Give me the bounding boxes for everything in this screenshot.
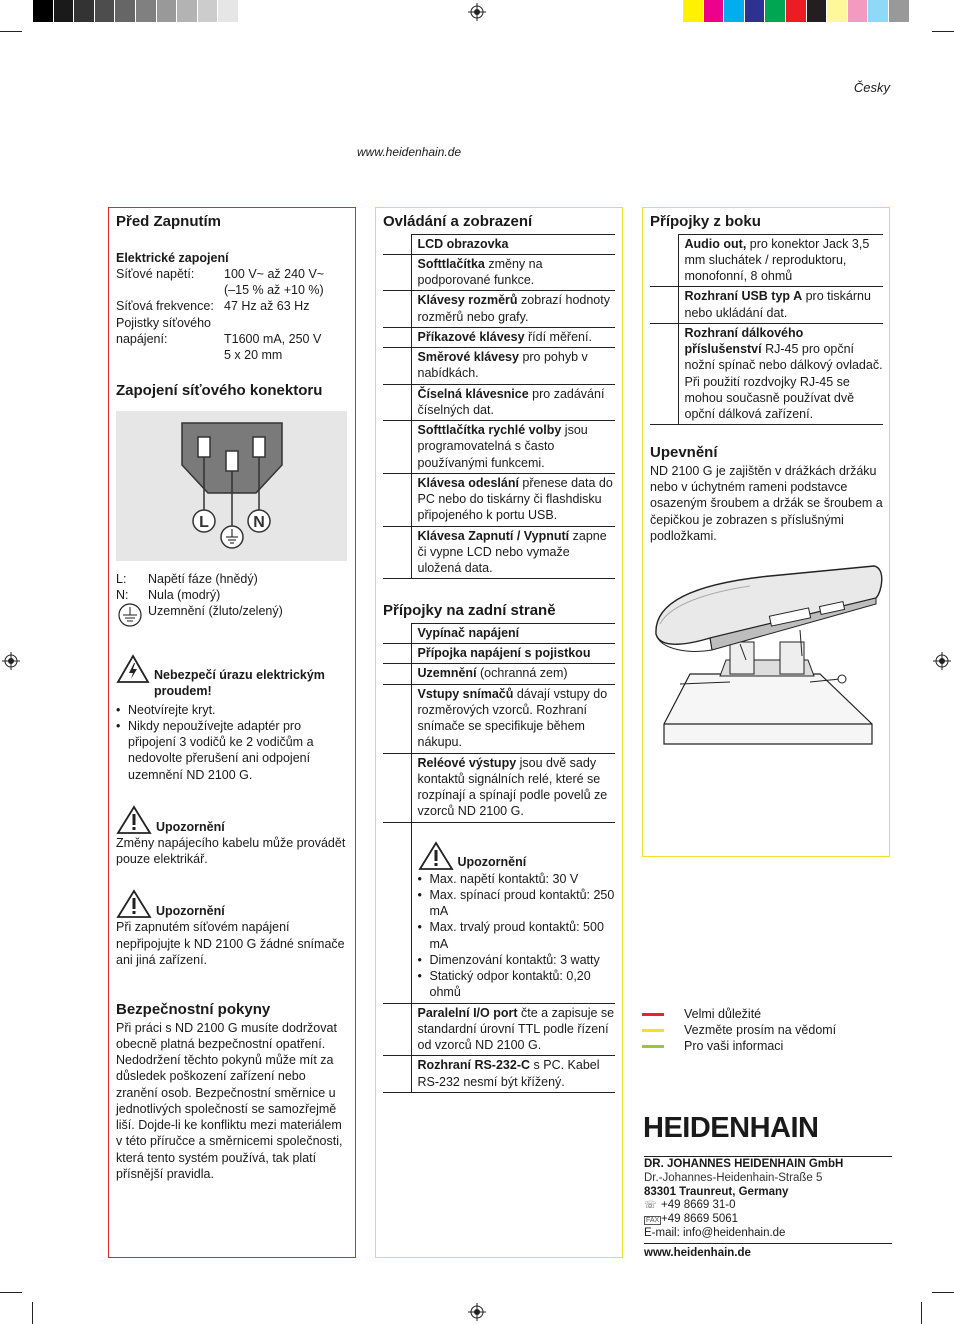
relay-note-row bbox=[383, 822, 615, 1003]
crop-mark bbox=[921, 1302, 922, 1324]
danger-list bbox=[116, 702, 349, 783]
color-swatch bbox=[848, 0, 869, 22]
spec-label: napájení: bbox=[116, 331, 168, 346]
color-swatch bbox=[95, 0, 116, 22]
crop-mark bbox=[0, 31, 22, 32]
note1-title: Upozornění bbox=[156, 819, 225, 834]
registration-mark bbox=[468, 1303, 486, 1321]
ground-icon bbox=[116, 603, 144, 627]
list-item: • Max. napětí kontaktů: 30 V bbox=[418, 871, 616, 887]
side-connections-section bbox=[642, 207, 890, 857]
relay-warning: Upozornění bbox=[418, 841, 616, 871]
spec-value: 47 Hz až 63 Hz bbox=[224, 299, 310, 314]
color-swatch bbox=[218, 0, 239, 22]
note2-text: Při zapnutém síťovém napájení nepřipojujte k ND 2100 G žádné snímače ani jiná zařízení. bbox=[116, 920, 345, 967]
company-web[interactable]: www.heidenhain.de bbox=[644, 1246, 751, 1259]
controls-section bbox=[375, 207, 623, 1258]
color-swatch bbox=[74, 0, 95, 22]
table-row: Rozhraní dálkového příslušenství RJ-45 pro opční nožní spínač nebo dálkový ovladač. Při použití rozdvojky RJ-45 se mohou současně používat dvě opční dálková zařízení. bbox=[650, 323, 883, 425]
electric-hazard-icon bbox=[116, 654, 150, 684]
color-swatch bbox=[136, 0, 157, 22]
company-phone: ☏ +49 8669 31-0 bbox=[644, 1199, 736, 1212]
table-row: Klávesy rozměrů zobrazí hodnoty rozměrů nebo grafy. bbox=[383, 291, 615, 328]
color-swatch bbox=[807, 0, 828, 22]
spec-value: 5 x 20 mm bbox=[224, 348, 283, 362]
electrical-spec bbox=[116, 266, 349, 364]
color-swatch bbox=[827, 0, 848, 22]
color-swatch bbox=[157, 0, 178, 22]
table-row: Vypínač napájení bbox=[383, 623, 615, 643]
table-row: Přípojka napájení s pojistkou bbox=[383, 644, 615, 664]
color-swatch bbox=[724, 0, 745, 22]
registration-mark bbox=[933, 652, 951, 670]
company-contact bbox=[644, 1156, 892, 1261]
note2-title: Upozornění bbox=[156, 904, 225, 918]
crop-mark bbox=[932, 31, 954, 32]
warning-icon bbox=[418, 841, 454, 871]
table-row: Směrové klávesy pro pohyb v nabídkách. bbox=[383, 348, 615, 385]
language-label: Česky bbox=[853, 80, 890, 95]
connector-title: Zapojení síťového konektoru bbox=[116, 382, 323, 400]
color-swatch bbox=[177, 0, 198, 22]
spec-label: Pojistky síťového bbox=[116, 315, 212, 330]
controls-list bbox=[383, 234, 615, 580]
table-row: Softtlačítka změny na podporované funkce. bbox=[383, 254, 615, 291]
company-street: Dr.-Johannes-Heidenhain-Straße 5 bbox=[644, 1171, 823, 1184]
power-plug-diagram bbox=[116, 411, 347, 561]
list-item: • Nikdy nepoužívejte adaptér pro připojení 3 vodičů ke 2 vodičům a nedovolte přerušení ani odpojení uzemnění ND 2100 G. bbox=[116, 718, 349, 783]
registration-mark bbox=[2, 652, 20, 670]
mount-title: Upevnění bbox=[650, 444, 718, 462]
safety-title: Bezpečnostní pokyny bbox=[116, 1001, 271, 1018]
list-item: • Dimenzování kontaktů: 3 watty bbox=[418, 952, 616, 968]
table-row: Příkazové klávesy řídí měření. bbox=[383, 327, 615, 347]
table-row: Klávesa Zapnutí / Vypnutí zapne či vypne LCD nebo vymaže uložená data. bbox=[383, 526, 615, 579]
table-row: Audio out, pro konektor Jack 3,5 mm sluchátek / reproduktoru, monofonní, 8 ohmů bbox=[650, 234, 883, 287]
color-swatch bbox=[868, 0, 889, 22]
note1-text: Změny napájecího kabelu může provádět pouze elektrikář. bbox=[116, 835, 346, 866]
spec-value: T1600 mA, 250 V bbox=[224, 331, 322, 346]
note-warning-1 bbox=[116, 805, 349, 835]
danger-title: Nebezpečí úrazu elektrickým proudem! bbox=[154, 668, 325, 699]
phone-icon: ☏ bbox=[644, 1200, 657, 1212]
spec-value bbox=[224, 315, 349, 331]
company-name: DR. JOHANNES HEIDENHAIN GmbH bbox=[644, 1158, 844, 1170]
plug-label-n: N bbox=[253, 513, 265, 531]
table-row: Vstupy snímačů dávají vstupy do rozměrových vzorců. Rozhraní snímače se specifikuje během nákupu. bbox=[383, 684, 615, 753]
company-city: 83301 Traunreut, Germany bbox=[644, 1185, 789, 1198]
crop-mark bbox=[932, 1292, 954, 1293]
company-fax: FAX +49 8669 5061 bbox=[646, 1213, 739, 1226]
spec-value: (–15 % až +10 %) bbox=[224, 283, 324, 297]
legend-item: N: Nula (modrý) bbox=[116, 588, 221, 602]
danger-warning bbox=[116, 654, 349, 699]
color-swatch bbox=[239, 0, 260, 22]
table-row: LCD obrazovka bbox=[383, 234, 615, 254]
table-row: Reléové výstupy jsou dvě sady kontaktů signálních relé, které se rozpínají a spínají podle povelů ze vzorců ND 2100 G. bbox=[383, 753, 615, 822]
spec-label bbox=[116, 347, 224, 363]
gray-color-bar bbox=[33, 0, 260, 22]
heidenhain-logo: HEIDENHAIN bbox=[643, 1112, 819, 1144]
before-power-on-section bbox=[108, 207, 356, 1258]
section-title: Před Zapnutím bbox=[116, 213, 222, 230]
mount-text: ND 2100 G je zajištěn v drážkách držáku nebo v úchytném rameni podstavce osazeným šroubem a držák se šroubem a čepičkou je zobrazen s příslušnými podložkami. bbox=[650, 463, 883, 543]
legend-info: Pro vaši informaci bbox=[642, 1038, 836, 1054]
color-swatch bbox=[786, 0, 807, 22]
legend-very-important: Velmi důležité bbox=[642, 1006, 836, 1022]
spec-label bbox=[116, 282, 224, 298]
color-swatch bbox=[704, 0, 725, 22]
side-connections-list bbox=[650, 234, 883, 426]
color-swatch bbox=[765, 0, 786, 22]
spec-value: 100 V~ až 240 V~ bbox=[224, 266, 325, 281]
crop-mark bbox=[0, 1292, 22, 1293]
rear-connections-list bbox=[383, 623, 615, 1093]
fax-icon: FAX bbox=[646, 1217, 660, 1225]
table-row: Rozhraní RS-232-C s PC. Kabel RS-232 nesmí být křížený. bbox=[383, 1056, 615, 1093]
color-swatch bbox=[33, 0, 54, 22]
legend-item: L: Napětí fáze (hnědý) bbox=[116, 571, 258, 586]
color-swatch bbox=[198, 0, 219, 22]
controls-title: Ovládání a zobrazení bbox=[383, 213, 533, 230]
warning-icon bbox=[116, 805, 152, 835]
list-item: • Statický odpor kontaktů: 0,20 ohmů bbox=[418, 968, 616, 1001]
company-email: E-mail: info@heidenhain.de bbox=[644, 1226, 786, 1239]
crop-mark bbox=[32, 1302, 33, 1324]
table-row: Uzemnění (ochranná zem) bbox=[383, 664, 615, 684]
table-row: Číselná klávesnice pro zadávání číselných dat. bbox=[383, 384, 615, 421]
color-swatch bbox=[745, 0, 766, 22]
relay-limits-list bbox=[418, 871, 616, 1001]
warning-icon bbox=[116, 889, 152, 919]
wire-legend bbox=[116, 571, 349, 632]
website-url: www.heidenhain.de bbox=[357, 145, 462, 159]
table-row: Klávesa odeslání přenese data do PC nebo do tiskárny či flashdisku připojeného k portu USB. bbox=[383, 473, 615, 526]
note-warning-2 bbox=[116, 889, 349, 919]
electrical-heading: Elektrické zapojení bbox=[116, 250, 229, 265]
side-title: Přípojky z boku bbox=[650, 213, 761, 230]
registration-mark bbox=[468, 3, 486, 21]
color-swatch bbox=[115, 0, 136, 22]
table-row: Rozhraní USB typ A pro tiskárnu nebo ukládání dat. bbox=[650, 287, 883, 324]
table-row: Softtlačítka rychlé volby jsou programovatelná s často používanými funkcemi. bbox=[383, 421, 615, 474]
table-row: Paralelní I/O port čte a zapisuje se standardní úrovní TTL podle řízení od vzorců ND 2100 G. bbox=[383, 1003, 615, 1056]
legend-note: Vezměte prosím na vědomí bbox=[642, 1022, 836, 1038]
color-swatch bbox=[54, 0, 75, 22]
list-item: • Max. trvalý proud kontaktů: 500 mA bbox=[418, 919, 616, 952]
rear-title: Přípojky na zadní straně bbox=[383, 602, 556, 620]
color-legend bbox=[642, 1006, 836, 1054]
mount-illustration bbox=[650, 564, 883, 758]
legend-item: Uzemnění (žluto/zelený) bbox=[116, 603, 349, 631]
list-item: • Neotvírejte kryt. bbox=[116, 702, 349, 718]
plug-label-l: L bbox=[199, 513, 209, 531]
safety-text: Při práci s ND 2100 G musíte dodržovat obecně platná bezpečnostní opatření. Nedodržení těchto pokynů může mít za důsledek poškození zařízení nebo zranění osob. Bezpečnostní směrnice u jednotlivých společností se samozřejmě liší. Dojde-li ke konfliktu mezi materiálem v této příručce a směrnicemi společnosti, která tento systém používá, tak platí přísnější pravidla. bbox=[116, 1020, 343, 1181]
spec-label: Síťová frekvence: bbox=[116, 299, 214, 314]
process-color-bar bbox=[683, 0, 910, 22]
spec-label: Síťové napětí: bbox=[116, 266, 195, 281]
color-swatch bbox=[683, 0, 704, 22]
list-item: • Max. spínací proud kontaktů: 250 mA bbox=[418, 887, 616, 920]
color-swatch bbox=[889, 0, 910, 22]
